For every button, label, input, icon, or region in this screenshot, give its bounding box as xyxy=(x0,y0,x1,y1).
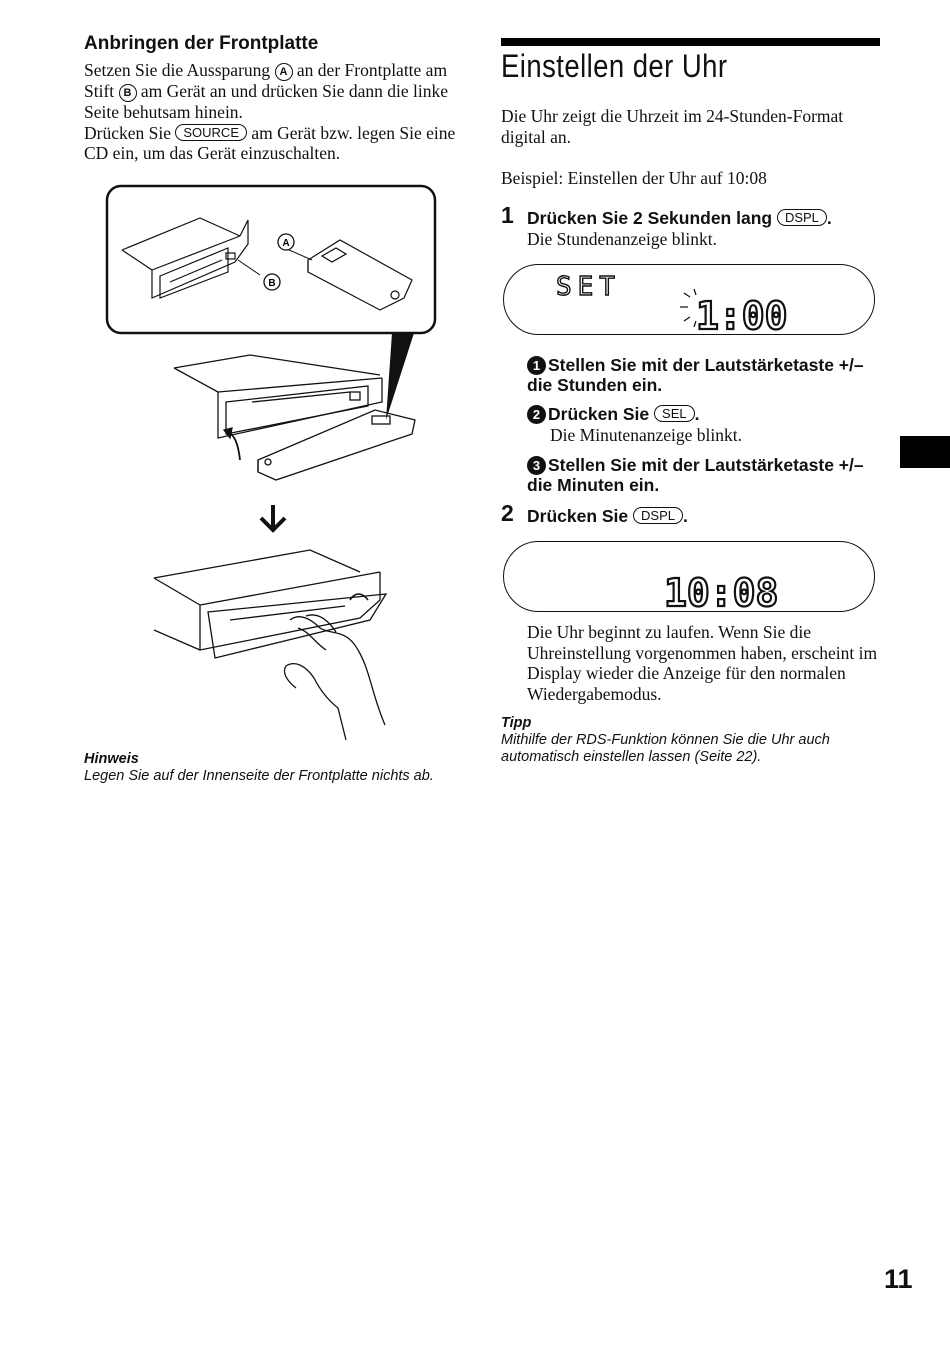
substep-1-text: Stellen Sie mit der Lautstärketaste +/– die Stunden ein. xyxy=(527,355,864,395)
tip-text: Mithilfe der RDS-Funktion können Sie die Uhr auch automatisch einstellen lassen (Seite 22). xyxy=(501,732,830,765)
after-paragraph: Die Uhr beginnt zu laufen. Wenn Sie die Uhreinstellung vorgenommen haben, erscheint im Display wieder die Anzeige für den normalen Wiedergabemodus. xyxy=(527,622,878,704)
substep-2-sub: Die Minutenanzeige blinkt. xyxy=(550,425,742,445)
lcd-time-2: 10:08 xyxy=(664,571,779,611)
section-tab-marker xyxy=(900,436,950,468)
substep-3-text: Stellen Sie mit der Lautstärketaste +/– die Minuten ein. xyxy=(527,455,864,495)
blink-rays-icon xyxy=(680,289,696,327)
substep-2-number: 2 xyxy=(527,405,546,424)
note-text: Legen Sie auf der Innenseite der Frontplatte nichts ab. xyxy=(84,768,434,784)
lcd-2 xyxy=(504,542,874,611)
substep-3 xyxy=(527,455,877,495)
label-a-marker xyxy=(278,234,294,250)
section-heading: Anbringen der Frontplatte xyxy=(84,33,319,54)
clock-intro: Die Uhr zeigt die Uhrzeit im 24-Stunden-Format digital an. xyxy=(501,106,844,147)
substep-3-number: 3 xyxy=(527,456,546,475)
callout-box xyxy=(107,186,435,333)
step-2 xyxy=(501,500,514,527)
substep-2-text: Drücken Sie xyxy=(548,404,650,424)
sel-key-label: SEL xyxy=(654,405,695,422)
label-a-text: A xyxy=(282,238,290,249)
page-title: Einstellen der Uhr xyxy=(501,48,728,84)
intro-text-2: an der Frontplatte am Stift xyxy=(84,60,448,101)
unit-press-view xyxy=(154,550,386,740)
step-2-heading xyxy=(527,506,688,526)
label-b-badge: B xyxy=(119,84,137,102)
intro-paragraph xyxy=(84,60,464,164)
step-1-heading-text: Drücken Sie 2 Sekunden lang xyxy=(527,208,773,228)
substep-2-punct: . xyxy=(694,404,700,424)
example-text: Beispiel: Einstellen der Uhr auf 10:08 xyxy=(501,168,767,188)
step-1-number: 1 xyxy=(501,202,514,228)
label-a-badge: A xyxy=(275,63,293,81)
lcd-1 xyxy=(504,265,874,334)
intro-text-5: am Gerät bzw. legen Sie eine CD ein, um das Gerät einzuschalten. xyxy=(84,122,456,163)
inset-unit xyxy=(122,218,248,298)
dspl-key-label: DSPL xyxy=(777,209,827,226)
lcd-time-1: 1:00 xyxy=(696,294,788,334)
down-arrow-icon xyxy=(261,505,285,530)
tip-title: Tipp xyxy=(501,715,532,731)
step-1-sub: Die Stundenanzeige blinkt. xyxy=(527,229,718,249)
page-number: 11 xyxy=(884,1264,913,1294)
lcd-set-label: SET xyxy=(556,272,621,302)
display-panel-2 xyxy=(503,541,875,612)
intro-text-3: am Gerät an und drücken Sie dann die linke Seite behutsam hinein. xyxy=(84,81,449,122)
step-1-punct: . xyxy=(826,208,832,228)
intro-text-4: Drücken Sie xyxy=(84,122,171,143)
frontplate-illustration xyxy=(100,180,445,745)
note-title: Hinweis xyxy=(84,751,139,767)
step-1-heading xyxy=(527,208,832,228)
source-key-label: SOURCE xyxy=(175,124,247,141)
step-1 xyxy=(501,202,514,229)
inset-frontplate xyxy=(308,240,412,310)
label-b-text: B xyxy=(268,278,276,289)
unit-attach-view xyxy=(174,355,415,480)
step-2-punct: . xyxy=(683,506,688,526)
intro-text-1: Setzen Sie die Aussparung xyxy=(84,60,271,80)
step-2-heading-text: Drücken Sie xyxy=(527,506,629,526)
step-2-number: 2 xyxy=(501,500,514,526)
substep-2 xyxy=(527,404,699,424)
label-b-marker xyxy=(264,274,280,290)
callout-pointer xyxy=(386,333,414,420)
title-rule xyxy=(501,38,880,46)
dspl-key-label-2: DSPL xyxy=(633,507,683,524)
substep-1-number: 1 xyxy=(527,356,546,375)
substep-1 xyxy=(527,355,877,395)
display-panel-1 xyxy=(503,264,875,335)
